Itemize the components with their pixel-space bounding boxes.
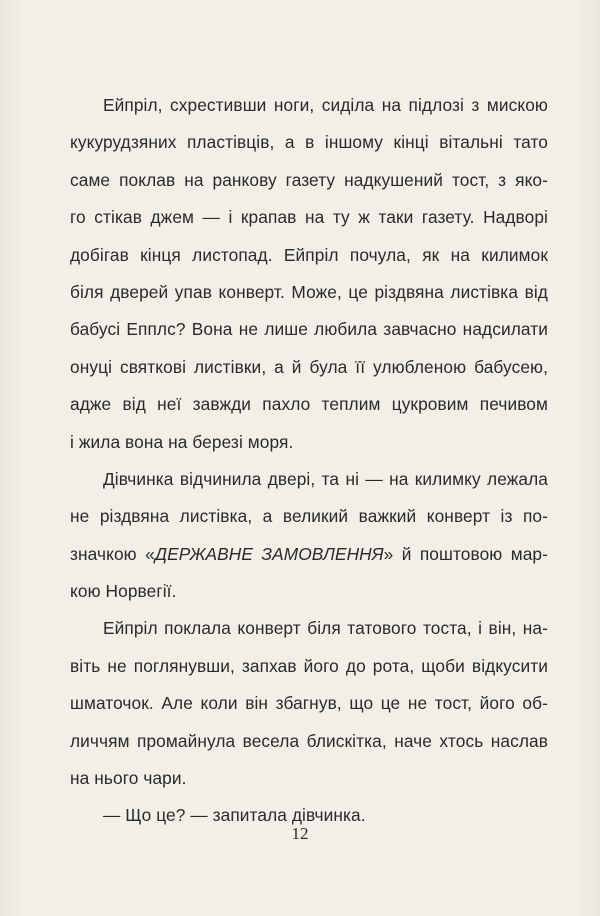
text-line: на нього чари. (70, 768, 187, 789)
body-text (70, 87, 548, 835)
paragraph-2 (70, 461, 548, 611)
paragraph-1 (70, 87, 548, 461)
text-line: саме поклав на ранкову газету надкушений тост, з яко- (70, 169, 548, 190)
text-line: і жила вона на березі моря. (70, 431, 294, 452)
text-line: віть не поглянувши, запхав його до рота, щоби відкусити (70, 655, 548, 676)
text-line: добігав кінця листопад. Ейпріл почула, як на килимок (70, 244, 548, 265)
text-line: Дівчинка відчинила двері, та ні — на килимку лежала (103, 468, 548, 489)
text-line: Ейпріл поклала конверт біля татового тоста, і він, на- (103, 618, 548, 639)
text-line: Ейпріл, схрестивши ноги, сиділа на підлозі з мискою (103, 95, 548, 115)
text-line: онуці святкові листівки, а й була її улюбленою бабусею, (70, 356, 548, 377)
text-segment: значкою « (70, 543, 155, 564)
text-line: бабусі Епплс? Вона не лише любила завчасно надсилати (70, 319, 548, 340)
text-line: біля дверей упав конверт. Може, це різдвяна листівка від (70, 281, 548, 302)
text-line: — Що це? — запитала дівчинка. (103, 805, 366, 826)
text-line: кою Норвегії. (70, 581, 177, 602)
text-line: шматочок. Але коли він збагнув, що це не тост, його об- (70, 693, 548, 714)
page-number: 12 (291, 824, 309, 843)
text-line: не різдвяна листівка, а великий важкий конверт із по- (70, 506, 548, 527)
text-segment: » й поштовою мар- (383, 543, 548, 564)
text-line: адже від неї завжди пахло теплим цукровим печивом (70, 394, 548, 415)
emphasis-text: ДЕРЖАВНЕ ЗАМОВЛЕННЯ (154, 543, 384, 564)
text-line: го стікав джем — і крапав на ту ж таки газету. Надворі (70, 207, 548, 228)
text-line: личчям промайнула весела блискітка, наче хтось наслав (70, 730, 548, 751)
text-line: кукурудзяних пластівців, а в іншому кінці вітальні тато (70, 132, 548, 153)
text-line-with-emphasis (70, 536, 548, 573)
paragraph-3 (70, 610, 548, 797)
